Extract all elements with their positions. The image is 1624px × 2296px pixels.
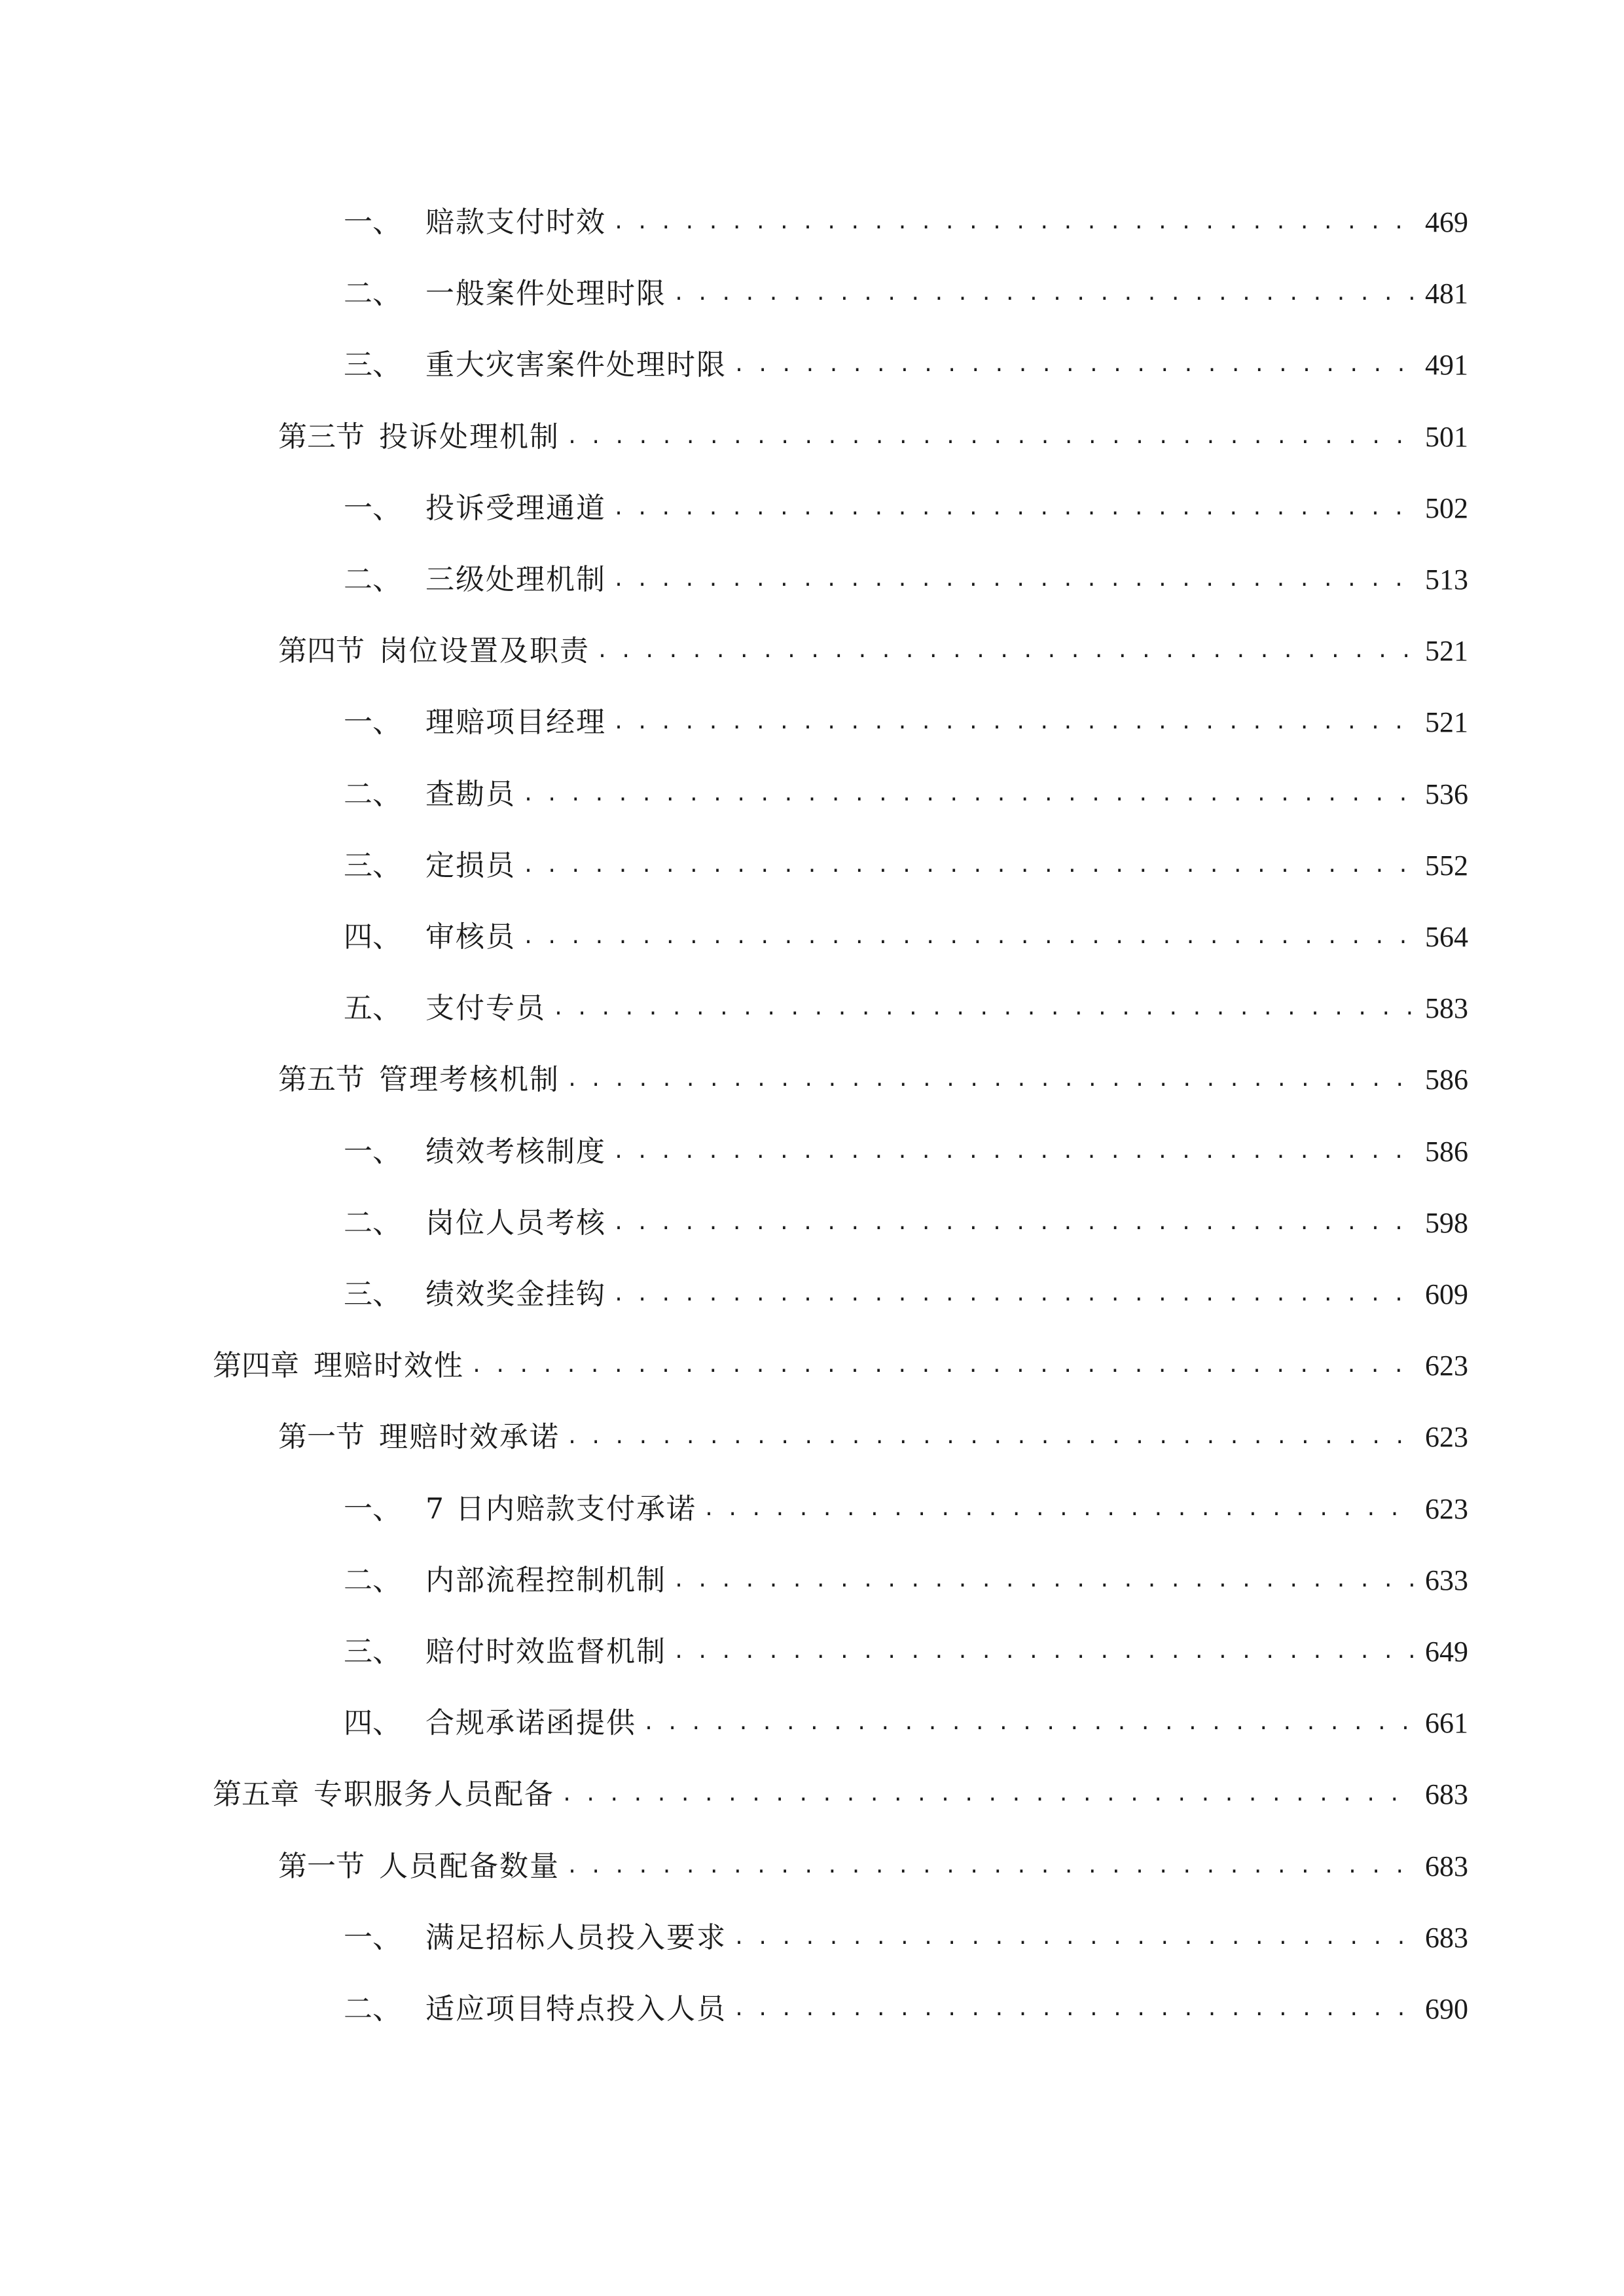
toc-entry[interactable]: [344, 1977, 1468, 2029]
toc-entry-title: 理赔时效承诺: [379, 1420, 560, 1454]
toc-entry-number: 二、: [344, 1564, 401, 1597]
toc-entry-title: 内部流程控制机制: [425, 1564, 666, 1597]
toc-entry[interactable]: [344, 1191, 1468, 1243]
toc-dot-leader: [613, 1204, 1416, 1243]
toc-entry[interactable]: [278, 404, 1468, 457]
toc-dot-leader: [522, 846, 1416, 886]
toc-dot-leader: [673, 1561, 1416, 1600]
toc-entry-title: 赔付时效监督机制: [425, 1635, 666, 1668]
toc-entry[interactable]: [344, 690, 1468, 742]
toc-entry-title: 绩效考核制度: [425, 1135, 606, 1168]
toc-entry-title: 7 日内赔款支付承诺: [425, 1492, 696, 1526]
toc-entry-number: 一、: [344, 492, 401, 525]
toc-entry-title: 岗位设置及职责: [379, 634, 590, 668]
toc-dot-leader: [561, 1775, 1416, 1814]
toc-entry-page-number: 683: [1425, 1778, 1468, 1810]
toc-entry-number: 五、: [344, 992, 401, 1025]
toc-entry-page-number: 469: [1425, 206, 1468, 238]
toc-entry-number: 三、: [344, 1278, 401, 1311]
toc-entry-title: 重大灾害案件处理时限: [425, 348, 727, 382]
toc-entry[interactable]: [344, 976, 1468, 1028]
toc-entry-number: 二、: [344, 778, 401, 811]
toc-entry-title: 专职服务人员配备: [314, 1778, 554, 1811]
toc-entry-title: 查勘员: [425, 778, 516, 811]
toc-dot-leader: [613, 203, 1416, 242]
toc-entry-title: 人员配备数量: [379, 1850, 560, 1883]
toc-entry-title: 合规承诺函提供: [425, 1706, 636, 1740]
toc-entry[interactable]: [344, 833, 1468, 886]
toc-dot-leader: [596, 632, 1416, 671]
toc-entry-number: 二、: [344, 1206, 401, 1240]
toc-entry-page-number: 502: [1425, 492, 1468, 524]
toc-entry-page-number: 521: [1425, 706, 1468, 738]
toc-dot-leader: [552, 989, 1416, 1028]
toc-dot-leader: [566, 1418, 1416, 1457]
toc-entry-number: 第一节: [278, 1850, 365, 1883]
toc-entry-page-number: 521: [1425, 635, 1468, 667]
toc-entry-page-number: 564: [1425, 921, 1468, 953]
toc-entry[interactable]: [344, 547, 1468, 600]
toc-entry-page-number: 586: [1425, 1136, 1468, 1168]
toc-entry-title: 满足招标人员投入要求: [425, 1921, 727, 1954]
toc-entry-page-number: 661: [1425, 1707, 1468, 1739]
toc-entry-number: 第一节: [278, 1420, 365, 1454]
toc-entry-page-number: 586: [1425, 1064, 1468, 1096]
toc-entry-title: 定损员: [425, 849, 516, 882]
toc-dot-leader: [522, 918, 1416, 957]
toc-entry[interactable]: [278, 1047, 1468, 1100]
toc-dot-leader: [566, 1060, 1416, 1100]
toc-entry[interactable]: [344, 332, 1468, 385]
toc-entry-number: 三、: [344, 348, 401, 382]
toc-entry-number: 二、: [344, 1992, 401, 2026]
toc-entry-title: 理赔时效性: [314, 1349, 464, 1382]
toc-entry-number: 三、: [344, 1635, 401, 1668]
toc-entry-title: 适应项目特点投入人员: [425, 1992, 727, 2026]
toc-entry-number: 四、: [344, 1706, 401, 1740]
toc-entry-title: 审核员: [425, 920, 516, 954]
toc-entry[interactable]: [344, 1691, 1468, 1743]
toc-entry-title: 绩效奖金挂钩: [425, 1278, 606, 1311]
toc-entry[interactable]: [344, 1619, 1468, 1672]
toc-entry-page-number: 552: [1425, 850, 1468, 882]
toc-entry-page-number: 649: [1425, 1636, 1468, 1668]
toc-entry-page-number: 623: [1425, 1493, 1468, 1525]
toc-entry-page-number: 623: [1425, 1350, 1468, 1382]
toc-dot-leader: [673, 1632, 1416, 1672]
toc-entry-page-number: 633: [1425, 1564, 1468, 1596]
toc-entry-page-number: 598: [1425, 1207, 1468, 1239]
toc-entry[interactable]: [278, 1405, 1468, 1457]
toc-entry-number: 第五节: [278, 1063, 365, 1096]
toc-entry[interactable]: [213, 1333, 1468, 1386]
toc-entry-number: 二、: [344, 277, 401, 310]
toc-dot-leader: [613, 1275, 1416, 1314]
toc-entry-number: 一、: [344, 1135, 401, 1168]
toc-dot-leader: [733, 1990, 1416, 2029]
toc-entry-page-number: 501: [1425, 421, 1468, 453]
toc-entry[interactable]: [344, 762, 1468, 814]
toc-entry[interactable]: [344, 190, 1468, 242]
toc-entry-page-number: 536: [1425, 778, 1468, 810]
toc-entry-number: 一、: [344, 1492, 401, 1526]
toc-entry-title: 赔款支付时效: [425, 206, 606, 239]
toc-entry-page-number: 583: [1425, 992, 1468, 1024]
toc-entry-number: 一、: [344, 206, 401, 239]
toc-entry[interactable]: [213, 1762, 1468, 1814]
toc-dot-leader: [522, 775, 1416, 814]
toc-dot-leader: [703, 1490, 1416, 1529]
toc-entry[interactable]: [278, 619, 1468, 671]
toc-entry-title: 一般案件处理时限: [425, 277, 666, 310]
toc-dot-leader: [613, 1132, 1416, 1172]
toc-entry[interactable]: [344, 1262, 1468, 1314]
toc-entry-page-number: 623: [1425, 1421, 1468, 1453]
toc-entry-page-number: 683: [1425, 1922, 1468, 1954]
toc-entry-page-number: 683: [1425, 1850, 1468, 1882]
toc-entry-number: 第四节: [278, 634, 365, 668]
toc-entry[interactable]: [344, 261, 1468, 314]
toc-entry[interactable]: [344, 1477, 1468, 1529]
toc-entry-number: 一、: [344, 706, 401, 739]
toc-entry-number: 三、: [344, 849, 401, 882]
toc-entry-number: 四、: [344, 920, 401, 954]
toc-entry-title: 支付专员: [425, 992, 546, 1025]
toc-dot-leader: [613, 489, 1416, 528]
toc-entry-title: 三级处理机制: [425, 563, 606, 596]
toc-entry-page-number: 609: [1425, 1278, 1468, 1310]
toc-dot-leader: [566, 1847, 1416, 1886]
toc-dot-leader: [566, 418, 1416, 457]
toc-dot-leader: [613, 703, 1416, 742]
toc-entry-number: 二、: [344, 563, 401, 596]
toc-entry-number: 一、: [344, 1921, 401, 1954]
toc-dot-leader: [733, 1918, 1416, 1958]
toc-entry[interactable]: [344, 1905, 1468, 1958]
toc-entry-page-number: 690: [1425, 1993, 1468, 2025]
toc-entry-title: 理赔项目经理: [425, 706, 606, 739]
toc-dot-leader: [673, 274, 1416, 314]
toc-entry-page-number: 513: [1425, 564, 1468, 596]
toc-entry-page-number: 481: [1425, 278, 1468, 310]
toc-entry-page-number: 491: [1425, 349, 1468, 381]
toc-dot-leader: [613, 560, 1416, 600]
toc-entry-number: 第三节: [278, 420, 365, 454]
toc-entry-title: 投诉受理通道: [425, 492, 606, 525]
toc-entry[interactable]: [278, 1834, 1468, 1886]
toc-entry-number: 第五章: [213, 1778, 299, 1811]
toc-entry[interactable]: [344, 1548, 1468, 1600]
toc-dot-leader: [471, 1346, 1416, 1386]
toc-entry-title: 管理考核机制: [379, 1063, 560, 1096]
toc-entry[interactable]: [344, 476, 1468, 528]
toc-entry[interactable]: [344, 1119, 1468, 1172]
toc-entry-number: 第四章: [213, 1349, 299, 1382]
toc-entry-title: 岗位人员考核: [425, 1206, 606, 1240]
toc-entry[interactable]: [344, 905, 1468, 957]
toc-entry-title: 投诉处理机制: [379, 420, 560, 454]
toc-dot-leader: [733, 346, 1416, 385]
toc-dot-leader: [643, 1704, 1416, 1743]
